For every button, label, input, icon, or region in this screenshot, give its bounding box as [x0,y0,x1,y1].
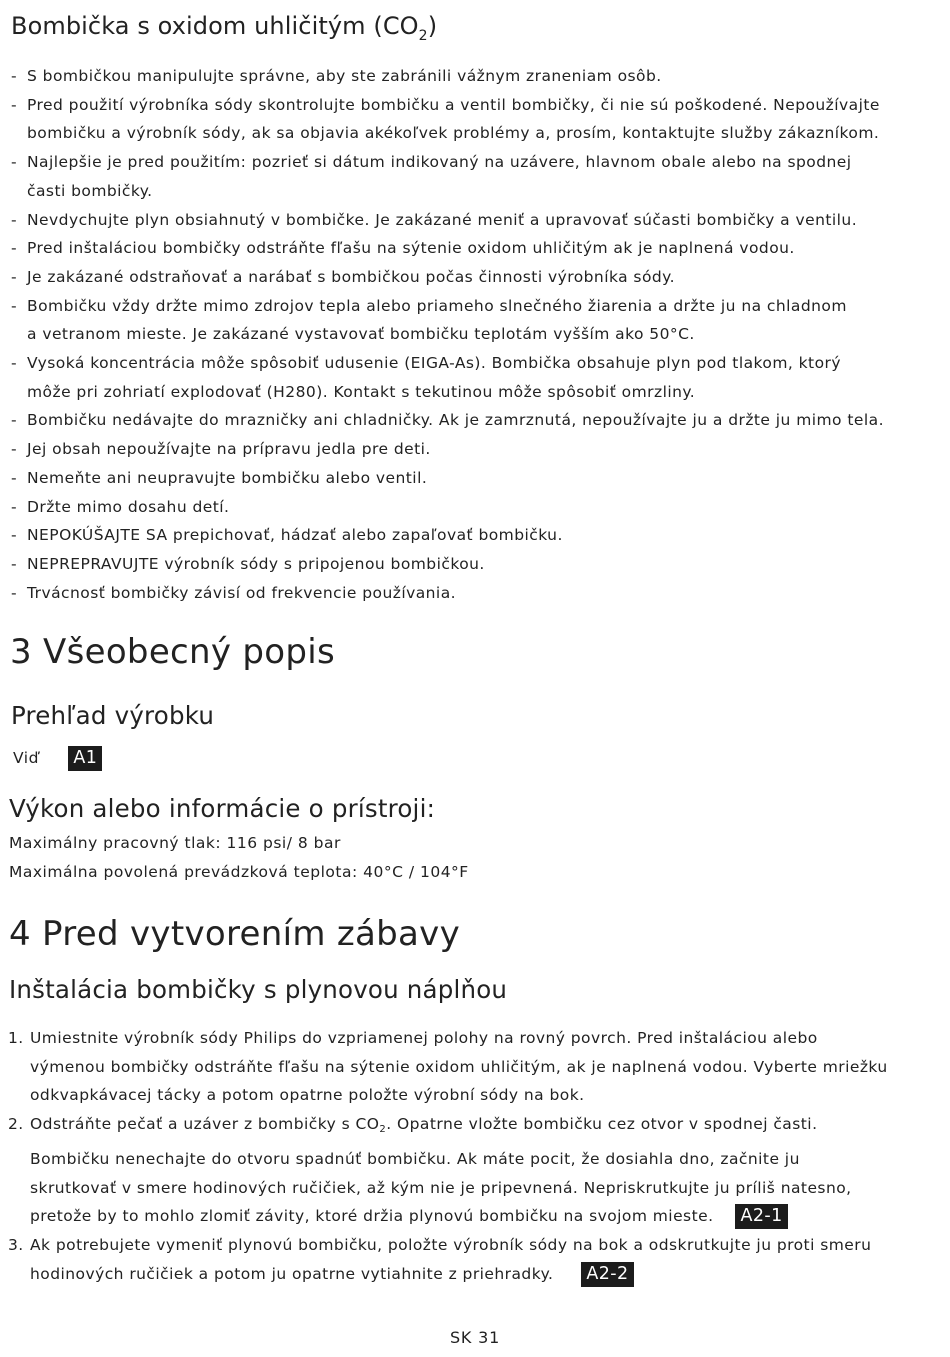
co2-heading-subscript: 2 [418,28,428,44]
bullet-line: - NEPOKÚŠAJTE SA prepichovať, hádzať alebo zapaľovať bombičku. [27,526,563,545]
bullet-line: - Bombičku nedávajte do mrazničky ani chladničky. Ak je zamrznutá, nepoužívajte ju a držte ju mimo tela. [27,411,884,430]
section-3-heading: 3 Všeobecný popis [10,632,336,672]
safety-bullet [10,62,948,91]
bullet-line: - Najlepšie je pred použitím: pozrieť si dátum indikovaný na uzávere, hlavnom obale alebo na spodnej [27,153,852,172]
page-number: SK 31 [449,1328,501,1347]
bullet-line: - Nemeňte ani neupravujte bombičku alebo ventil. [27,468,428,487]
step-number: 2. [8,1115,24,1134]
step-text: . Opatrne vložte bombičku cez otvor v spodnej časti. [386,1115,818,1134]
step-number: 1. [8,1029,24,1047]
bullet-line: - Držte mimo dosahu detí. [27,497,230,516]
performance-heading: Výkon alebo informácie o prístroji: [9,794,436,823]
co2-cartridge-heading [11,12,437,44]
bullet-line: bombičku a výrobník sódy, ak sa objavia akékoľvek problémy a, prosím, kontaktujte služby zákazníkom. [27,124,880,143]
safety-bullet [10,464,948,493]
product-overview-heading: Prehľad výrobku [11,701,215,730]
step-line [30,1202,948,1231]
bullet-line: časti bombičky. [27,181,153,200]
safety-bullet [10,263,948,292]
step-number: 3. [8,1235,24,1254]
figure-tag-a2-2: A2-2 [581,1262,633,1287]
safety-bullet [10,148,948,205]
bullet-line: - Je zakázané odstraňovať a narábať s bombičkou počas činnosti výrobníka sódy. [27,267,675,286]
co2-subscript: 2 [379,1124,387,1136]
bullet-line: - Jej obsah nepoužívajte na prípravu jedla pre deti. [27,440,431,459]
see-label: Viď [13,749,39,767]
safety-bullet [10,493,948,522]
bullet-line: - Pred použití výrobníka sódy skontrolujte bombičku a ventil bombičky, či nie sú poškodené. Nepoužívajte [27,95,880,114]
bullet-line: a vetranom mieste. Je zakázané vystavovať bombičku teplotám vyšším ako 50°C. [27,325,695,344]
step-text: Odstráňte pečať a uzáver z bombičky s CO [30,1115,380,1134]
safety-bullet [10,406,948,435]
safety-bullet [10,206,948,235]
spec-max-temperature: Maximálna povolená prevádzková teplota: 40°C / 104°F [9,863,469,881]
co2-heading-close: ) [427,12,438,40]
cartridge-install-heading: Inštalácia bombičky s plynovou náplňou [9,975,508,1004]
step-line [30,1260,948,1289]
step-line: skrutkovať v smere hodinových ručičiek, až kým nie je pripevnená. Nepriskrutkujte ju príliš natesno, [30,1178,852,1197]
bullet-line: - Bombičku vždy držte mimo zdrojov tepla alebo priameho slnečného žiarenia a držte ju na chladnom [27,296,847,315]
step-line: Bombičku nenechajte do otvoru spadnúť bombičku. Ak máte pocit, že dosiahla dno, začnite ju [30,1149,800,1168]
safety-bullet [10,550,948,579]
install-step-2 [8,1110,948,1231]
install-step-1 [8,1024,948,1110]
bullet-line: - NEPREPRAVUJTE výrobník sódy s pripojenou bombičkou. [27,554,485,573]
safety-bullet [10,521,948,550]
step-line: odkvapkávacej tácky a potom opatrne položte výrobní sódy na bok. [30,1086,585,1105]
see-reference [13,746,102,771]
bullet-line: - Trvácnosť bombičky závisí od frekvencie používania. [27,583,457,602]
bullet-line: môže pri zohriatí explodovať (H280). Kontakt s tekutinou môže spôsobiť omrzliny. [27,382,696,401]
step-text: hodinových ručičiek a potom ju opatrne vytiahnite z priehradky. [30,1264,554,1283]
safety-bullet [10,349,948,406]
install-steps-list [8,1024,948,1288]
co2-safety-list [10,62,948,607]
step-line: Umiestnite výrobník sódy Philips do vzpriamenej polohy na rovný povrch. Pred inštaláciou alebo [30,1029,818,1047]
figure-tag-a1: A1 [68,746,102,771]
safety-bullet [10,579,948,608]
step-line: výmenou bombičky odstráňte fľašu na sýtenie oxidom uhličitým, ak je naplnená vodou. Vyberte mriežku [30,1057,888,1076]
safety-bullet [10,435,948,464]
section-4-heading: 4 Pred vytvorením zábavy [9,914,460,954]
step-text: pretože by to mohlo zlomiť závity, ktoré držia plynovú bombičku na svojom mieste. [30,1207,714,1226]
safety-bullet [10,91,948,148]
spec-max-pressure: Maximálny pracovný tlak: 116 psi/ 8 bar [9,834,341,852]
step-line: Ak potrebujete vymeniť plynovú bombičku, položte výrobník sódy na bok a odskrutkujte ju proti smeru [30,1235,872,1254]
co2-heading-text: Bombička s oxidom uhličitým (CO [11,12,419,40]
safety-bullet [10,234,948,263]
step-line [30,1110,948,1145]
bullet-line: - S bombičkou manipulujte správne, aby ste zabránili vážnym zraneniam osôb. [27,67,662,85]
figure-tag-a2-1: A2-1 [735,1204,787,1229]
bullet-line: - Vysoká koncentrácia môže spôsobiť udusenie (EIGA-As). Bombička obsahuje plyn pod tlakom, ktorý [27,354,841,373]
safety-bullet [10,292,948,349]
install-step-3 [8,1231,948,1288]
bullet-line: - Pred inštaláciou bombičky odstráňte fľašu na sýtenie oxidom uhličitým ak je naplnená vodou. [27,239,795,258]
bullet-line: - Nevdychujte plyn obsiahnutý v bombičke. Je zakázané meniť a upravovať súčasti bombičky a ventilu. [27,210,858,229]
